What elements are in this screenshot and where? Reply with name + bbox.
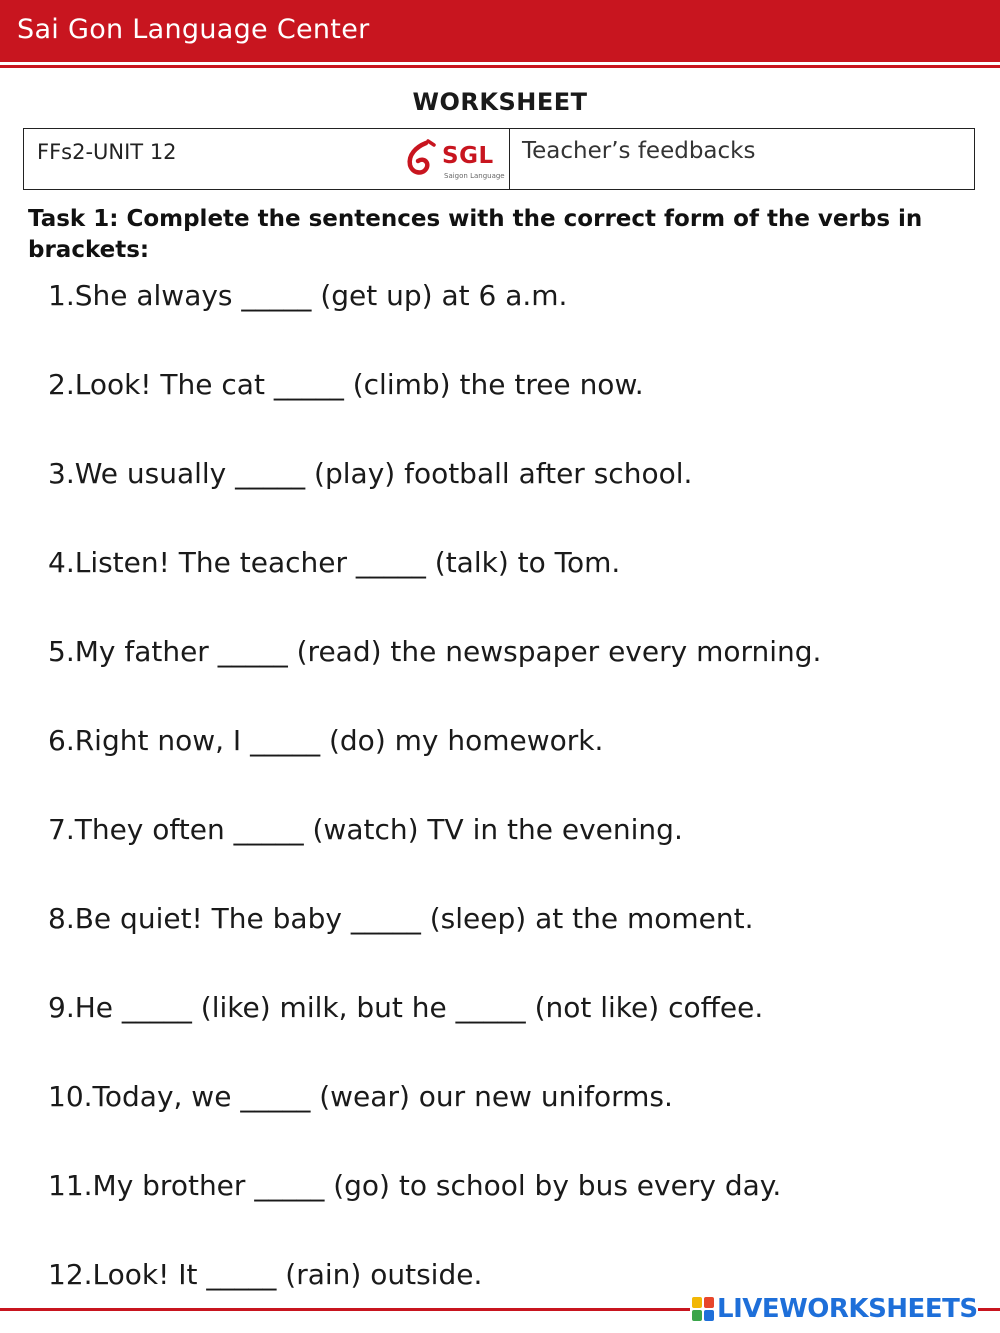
sgl-logo-text: SGL [442, 143, 494, 169]
unit-label: FFs2-UNIT 12 [37, 140, 177, 164]
question-6: 6.Right now, I _____ (do) my homework. [48, 724, 604, 757]
question-3: 3.We usually _____ (play) football after school. [48, 457, 693, 490]
header-title: Sai Gon Language Center [17, 14, 370, 45]
header-bar [0, 0, 1000, 62]
question-9: 9.He _____ (like) milk, but he _____ (not like) coffee. [48, 991, 764, 1024]
question-5: 5.My father _____ (read) the newspaper every morning. [48, 635, 822, 668]
question-12: 12.Look! It _____ (rain) outside. [48, 1258, 483, 1291]
question-10: 10.Today, we _____ (wear) our new uniforms. [48, 1080, 673, 1113]
question-1: 1.She always _____ (get up) at 6 a.m. [48, 279, 568, 312]
question-8: 8.Be quiet! The baby _____ (sleep) at the moment. [48, 902, 754, 935]
question-11: 11.My brother _____ (go) to school by bus every day. [48, 1169, 782, 1202]
info-unit-cell [24, 129, 510, 189]
logo-block-v [692, 1310, 702, 1321]
worksheet-title: WORKSHEET [412, 88, 588, 116]
logo-block-l [692, 1297, 702, 1308]
task1-heading: Task 1: Complete the sentences with the correct form of the verbs in brackets: [28, 206, 923, 263]
feedback-label: Teacher’s feedbacks [522, 138, 756, 164]
info-table [23, 128, 975, 190]
sgl-logo [404, 137, 504, 185]
header-divider [0, 65, 1000, 68]
question-7: 7.They often _____ (watch) TV in the evening. [48, 813, 683, 846]
question-2: 2.Look! The cat _____ (climb) the tree now. [48, 368, 644, 401]
liveworksheets-blocks-icon [692, 1297, 714, 1321]
sgl-logo-icon [404, 139, 440, 179]
sgl-logo-subtitle: Saigon Language [444, 172, 505, 180]
liveworksheets-logo[interactable] [690, 1292, 978, 1326]
info-feedback-cell [510, 129, 974, 189]
logo-block-i [704, 1297, 714, 1308]
logo-block-e [704, 1310, 714, 1321]
liveworksheets-brand-text: LIVEWORKSHEETS [717, 1294, 978, 1324]
question-4: 4.Listen! The teacher _____ (talk) to Tom. [48, 546, 621, 579]
